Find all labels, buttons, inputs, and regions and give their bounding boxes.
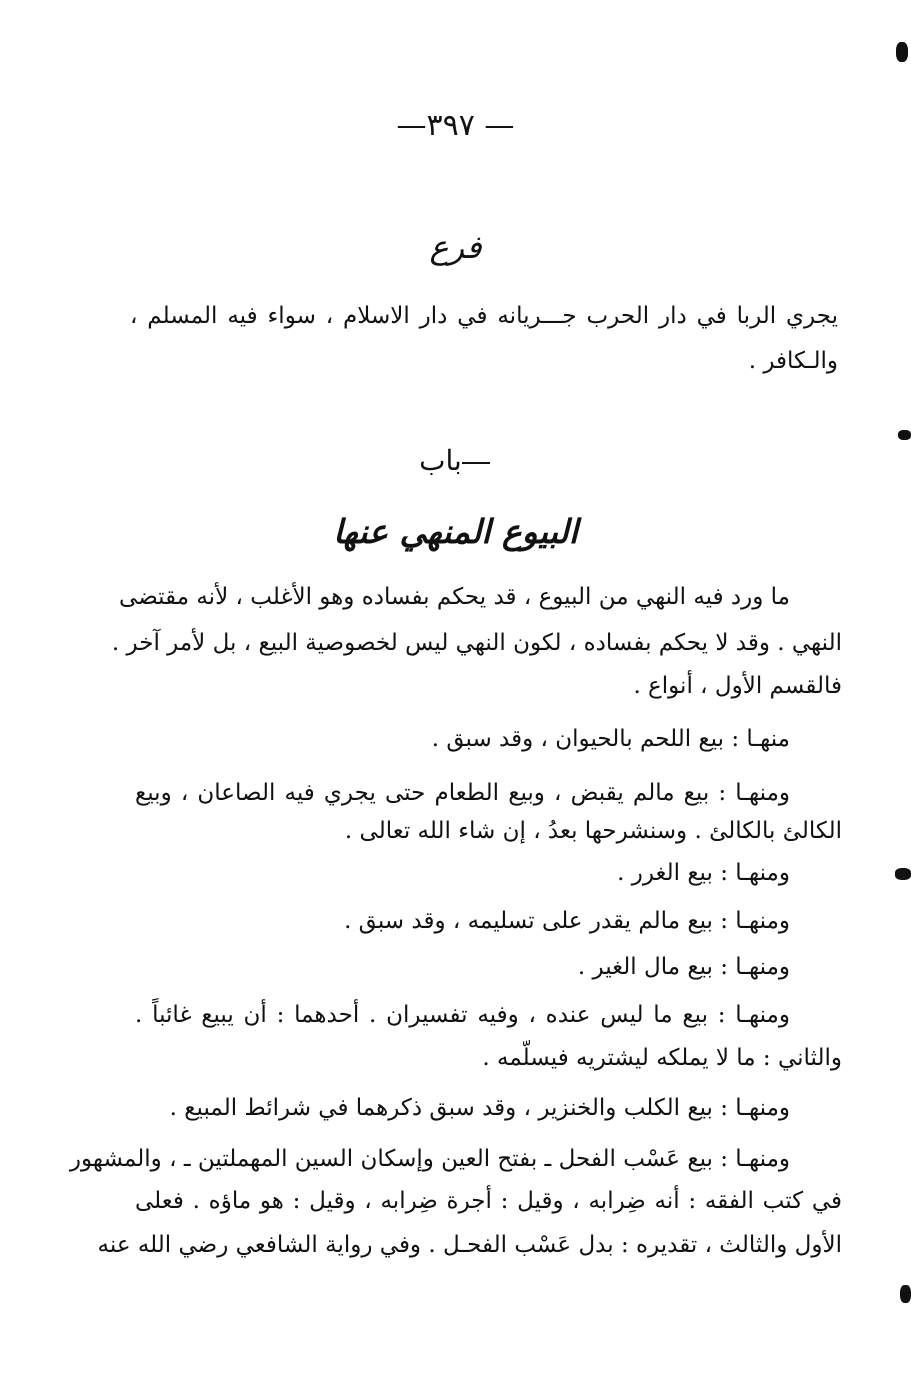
chapter-label [0,444,911,477]
paragraph-line: ومنهـا : بيع ما ليس عنده ، وفيه تفسيران . أحدهما : أن يبيع غائباً . [135,1002,790,1028]
paragraph-line: ومنهـا : بيع الغرر . [617,860,790,886]
paragraph-line: ومنهـا : بيع مال الغير . [577,954,790,980]
scan-edge-mark [896,42,908,62]
paragraph-line: ما ورد فيه النهي من البيوع ، قد يحكم بفساده وهو الأغلب ، لأنه مقتضى [119,584,790,610]
paragraph-line: الكالئ بالكالئ . وسنشرحها بعدُ ، إن شاء الله تعالى . [344,818,842,844]
paragraph-line: فالقسم الأول ، أنواع . [633,673,842,699]
section-heading-far: فرع [429,228,482,266]
paragraph-line: الأول والثالث ، تقديره : بدل عَسْب الفحـل . وفي رواية الشافعي رضي الله عنه [97,1232,842,1258]
paragraph-line: ومنهـا : بيع مالم يقدر على تسليمه ، وقد سبق . [344,908,790,934]
chapter-title: البيوع المنهي عنها [333,512,578,551]
paragraph-line: والـكافر . [748,348,838,374]
paragraph-line: يجري الربا في دار الحرب جـــريانه في دار الاسلام ، سواء فيه المسلم ، [130,303,838,329]
scan-edge-mark [898,430,911,440]
paragraph-line: ومنهـا : بيع عَسْب الفحل ـ بفتح العين وإسكان السين المهملتين ـ ، والمشهور [69,1146,790,1172]
paragraph-line: في كتب الفقه : أنه ضِرابه ، وقيل : أجرة ضِرابه ، وقيل : هو ماؤه . فعلى [135,1188,842,1214]
chapter-label-rule [462,462,490,464]
scan-edge-mark [895,868,911,880]
paragraph-line: والثاني : ما لا يملكه ليشتريه فيسلّمه . [482,1045,842,1071]
paragraph-line: ومنهـا : بيع مالم يقبض ، وبيع الطعام حتى يجري فيه الصاعان ، وبيع [135,780,790,806]
paragraph-line: ومنهـا : بيع الكلب والخنزير ، وقد سبق ذكرهما في شرائط المبيع . [169,1095,790,1121]
scan-edge-mark [900,1285,911,1303]
chapter-label-text: باب [419,444,462,477]
paragraph-line: النهي . وقد لا يحكم بفساده ، لكون النهي ليس لخصوصية البيع ، بل لأمر آخر . [111,630,842,656]
paragraph-line: منهـا : بيع اللحم بالحيوان ، وقد سبق . [431,726,790,752]
page-number: —٣٩٧ — [396,108,515,143]
